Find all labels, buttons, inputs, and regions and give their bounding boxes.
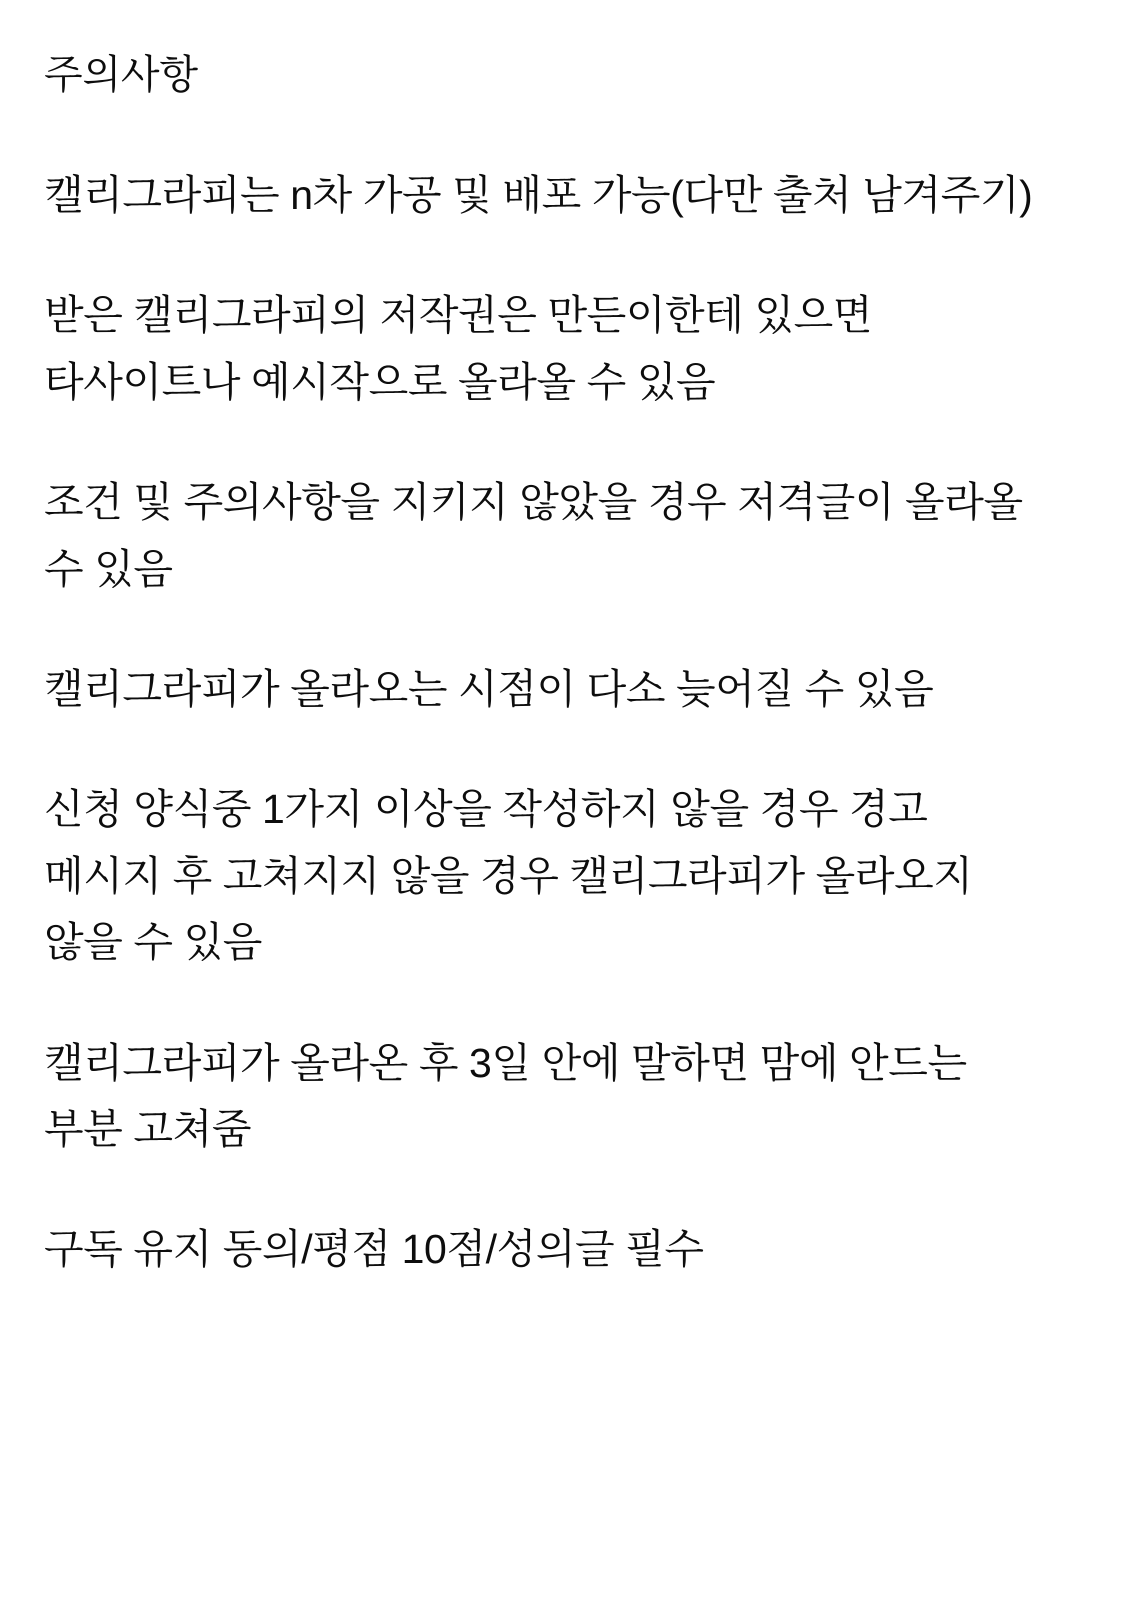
notice-paragraph-5: 신청 양식중 1가지 이상을 작성하지 않을 경우 경고 메시지 후 고쳐지지 않을 경우 캘리그라피가 올라오지 않을 수 있음 <box>44 786 973 966</box>
page-title: 주의사항 <box>44 53 198 97</box>
notice-paragraph-6: 캘리그라피가 올라온 후 3일 안에 말하면 맘에 안드는 부분 고쳐줌 <box>44 1039 967 1153</box>
notice-paragraph-2: 받은 캘리그라피의 저작권은 만든이한테 있으면 타사이트나 예시작으로 올라올 수 있음 <box>44 292 873 405</box>
notice-paragraph-4: 캘리그라피가 올라오는 시점이 다소 늦어질 수 있음 <box>44 666 934 713</box>
notice-paragraph-7: 구독 유지 동의/평점 10점/성의글 필수 <box>44 1226 704 1273</box>
notice-paragraph-3: 조건 및 주의사항을 지키지 않았을 경우 저격글이 올라올 수 있음 <box>44 479 1023 592</box>
notice-paragraph-1: 캘리그라피는 n차 가공 및 배포 가능(다만 출처 남겨주기) <box>44 172 1033 218</box>
